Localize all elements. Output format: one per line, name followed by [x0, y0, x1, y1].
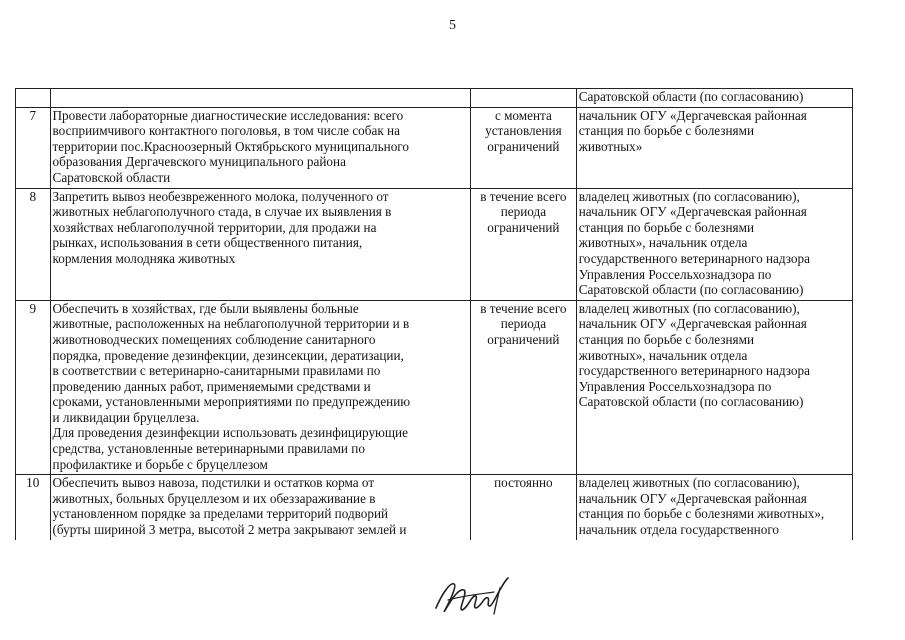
page-number: 5 — [449, 18, 456, 33]
action-cell-line: проведению данных работ, применяемыми средствами и — [52, 378, 371, 394]
responsible-cell-line: Саратовской области (по согласованию) — [578, 394, 804, 410]
action-cell — [50, 107, 471, 188]
term-cell — [471, 300, 577, 475]
responsible-cell-line: Управления Россельхознадзора по — [578, 378, 772, 394]
action-cell-line: образования Дергачевского муниципального района — [52, 154, 346, 170]
term-cell — [471, 475, 577, 540]
row-number-cell — [16, 89, 51, 108]
responsible-cell-line: владелец животных (по согласованию), — [578, 188, 800, 204]
responsible-cell-line: начальник ОГУ «Дергачевская районная — [578, 316, 807, 332]
action-cell — [50, 300, 471, 475]
action-cell-line: в соответствии с ветеринарно-санитарными правилами по — [52, 363, 381, 379]
action-cell-line: установленном порядке за пределами территорий подворий — [52, 506, 389, 522]
action-cell-line: Саратовской области — [52, 169, 171, 185]
responsible-cell-line: животных» — [578, 138, 643, 154]
term-cell-line: ограничений — [487, 219, 560, 235]
responsible-cell-line: Саратовской области (по согласованию) — [578, 282, 804, 298]
handwritten-signature — [428, 574, 518, 618]
action-cell-line: Обеспечить вывоз навоза, подстилки и остатков корма от — [52, 475, 375, 491]
action-cell-line: Провести лабораторные диагностические исследования: всего — [52, 107, 404, 123]
responsible-cell-line: животных», начальник отдела — [578, 347, 748, 363]
table-row — [16, 107, 853, 188]
term-cell-line: периода — [500, 204, 547, 220]
row-number-cell: 7 — [16, 107, 51, 188]
measures-table — [15, 88, 853, 540]
row-number-cell: 10 — [16, 475, 51, 540]
action-cell-line: животных, больных бруцеллезом и их обеззараживание в — [52, 490, 376, 506]
responsible-cell — [576, 188, 852, 300]
responsible-cell — [576, 107, 852, 188]
term-cell-line: с момента — [494, 107, 552, 123]
responsible-cell-line: государственного ветеринарного надзора — [578, 250, 810, 266]
action-cell-line: кормления молодняка животных — [52, 250, 236, 266]
term-cell-line: в течение всего — [480, 188, 567, 204]
term-cell-line: ограничений — [487, 331, 560, 347]
row-number-cell: 8 — [16, 188, 51, 300]
responsible-cell-line: начальник ОГУ «Дергачевская районная — [578, 107, 807, 123]
responsible-cell-line: начальник ОГУ «Дергачевская районная — [578, 204, 807, 220]
responsible-cell-line: начальник ОГУ «Дергачевская районная — [578, 490, 807, 506]
action-cell-line: профилактике и борьбе с бруцеллезом — [52, 456, 268, 472]
action-cell-line: рынках, использования в сети общественного питания, — [52, 235, 363, 251]
table-row — [16, 188, 853, 300]
term-cell-line: ограничений — [487, 138, 560, 154]
action-cell-line: территории пос.Красноозерный Октябрьского муниципального — [52, 138, 409, 154]
responsible-cell-line: станция по борьбе с болезнями — [578, 123, 755, 139]
responsible-cell — [576, 300, 852, 475]
responsible-cell-line: станция по борьбе с болезнями — [578, 219, 755, 235]
action-cell-line: хозяйствах неблагополучной территории, для продажи на — [52, 219, 377, 235]
table-row — [16, 300, 853, 475]
term-cell-line: периода — [500, 316, 547, 332]
action-cell-line: животноводческих помещениях соблюдение санитарного — [52, 331, 376, 347]
term-cell — [471, 107, 577, 188]
responsible-cell-line: станция по борьбе с болезнями животных», — [578, 506, 825, 522]
responsible-cell-line: Управления Россельхознадзора по — [578, 266, 772, 282]
row-number-cell: 9 — [16, 300, 51, 475]
responsible-cell-line: начальник отдела государственного — [578, 522, 780, 538]
action-cell — [50, 188, 471, 300]
action-cell-line: Обеспечить в хозяйствах, где были выявлены больные — [52, 300, 359, 316]
table-row — [16, 89, 853, 108]
action-cell-line: порядка, проведение дезинфекции, дезинсекции, дератизации, — [52, 347, 404, 363]
action-cell-line: Для проведения дезинфекции использовать дезинфицирующие — [52, 425, 408, 441]
action-cell-line: средства, установленные ветеринарными правилами по — [52, 441, 365, 457]
responsible-cell — [576, 475, 852, 540]
responsible-cell-line: Саратовской области (по согласованию) — [578, 89, 804, 104]
action-cell — [50, 89, 471, 108]
term-cell — [471, 89, 577, 108]
responsible-cell-line: владелец животных (по согласованию), — [578, 475, 800, 491]
action-cell-line: восприимчивого контактного поголовья, в том числе собак на — [52, 123, 400, 139]
responsible-cell-line: государственного ветеринарного надзора — [578, 363, 810, 379]
action-cell-line: Запретить вывоз необезвреженного молока, полученного от — [52, 188, 389, 204]
action-cell-line: сроками, установленными мероприятиями по предупреждению — [52, 394, 411, 410]
action-cell-line: животные, расположенных на неблагополучной территории и в — [52, 316, 410, 332]
responsible-cell-line: владелец животных (по согласованию), — [578, 300, 800, 316]
measures-table-body — [16, 89, 853, 540]
action-cell-line: животных неблагополучного стада, в случае их выявления в — [52, 204, 392, 220]
term-cell-line: постоянно — [494, 475, 553, 491]
term-cell — [471, 188, 577, 300]
responsible-cell — [576, 89, 852, 108]
action-cell-line: (бурты шириной 3 метра, высотой 2 метра закрывают землей и — [52, 522, 407, 538]
table-row — [16, 475, 853, 540]
term-cell-line: в течение всего — [480, 300, 567, 316]
term-cell-line: установления — [485, 123, 562, 139]
action-cell-line: и ликвидации бруцеллеза. — [52, 409, 200, 425]
responsible-cell-line: животных», начальник отдела — [578, 235, 748, 251]
responsible-cell-line: станция по борьбе с болезнями — [578, 331, 755, 347]
action-cell — [50, 475, 471, 540]
